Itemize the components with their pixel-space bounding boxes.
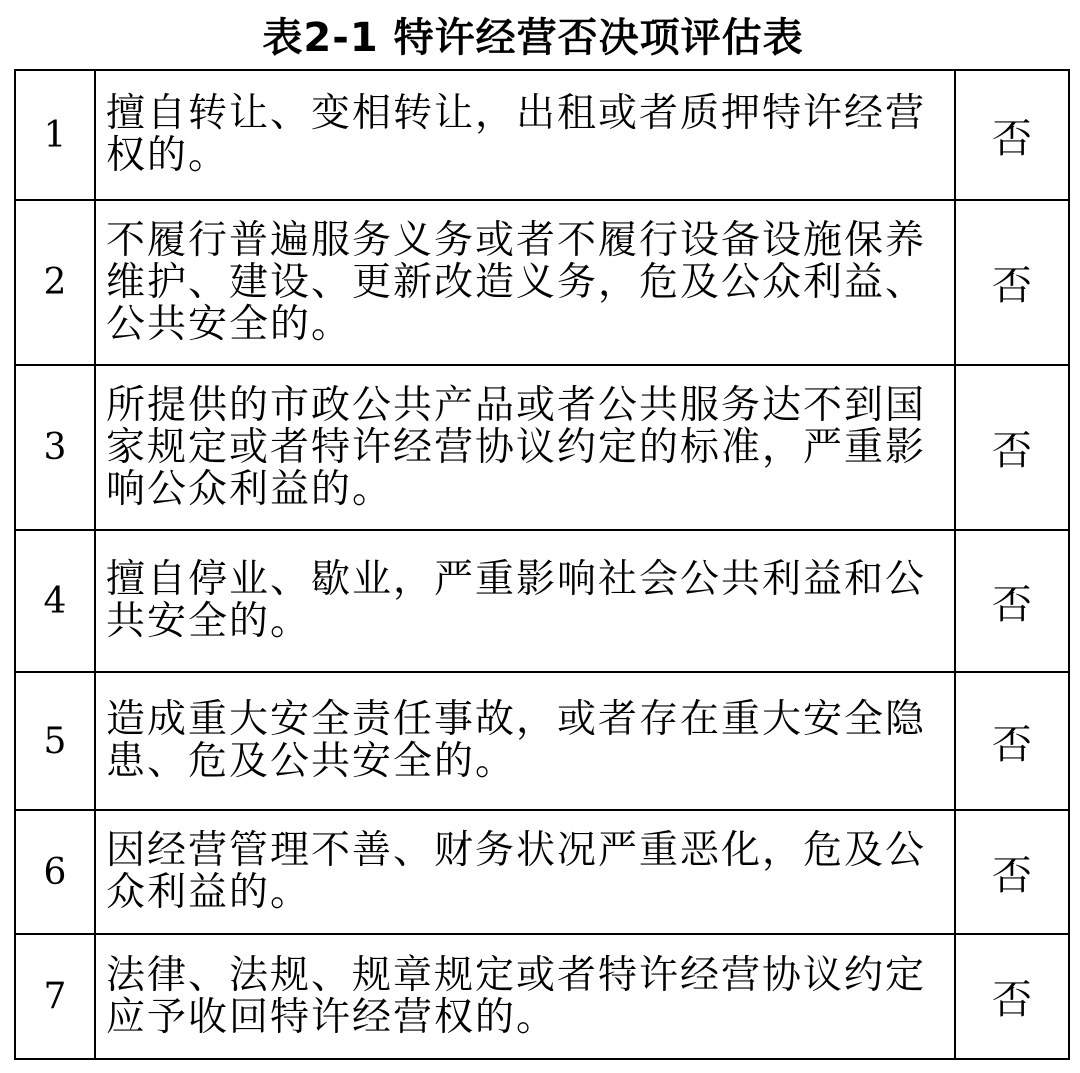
item-description: 所提供的市政公共产品或者公共服务达不到国家规定或者特许经营协议约定的标准，严重影响公众利益的。 bbox=[95, 365, 955, 530]
item-number: 3 bbox=[15, 365, 95, 530]
veto-items-table bbox=[14, 69, 1070, 1060]
item-description: 擅自停业、歇业，严重影响社会公共利益和公共安全的。 bbox=[95, 530, 955, 672]
table-row bbox=[15, 672, 1069, 810]
item-number: 7 bbox=[15, 934, 95, 1059]
table-row bbox=[15, 530, 1069, 672]
table-row bbox=[15, 200, 1069, 365]
item-result: 否 bbox=[955, 530, 1069, 672]
item-number: 4 bbox=[15, 530, 95, 672]
table-row bbox=[15, 365, 1069, 530]
item-description: 因经营管理不善、财务状况严重恶化，危及公众利益的。 bbox=[95, 810, 955, 934]
item-number: 6 bbox=[15, 810, 95, 934]
item-result: 否 bbox=[955, 934, 1069, 1059]
item-number: 2 bbox=[15, 200, 95, 365]
item-description: 不履行普遍服务义务或者不履行设备设施保养维护、建设、更新改造义务，危及公众利益、公共安全的。 bbox=[95, 200, 955, 365]
item-description: 擅自转让、变相转让，出租或者质押特许经营权的。 bbox=[95, 70, 955, 200]
item-number: 1 bbox=[15, 70, 95, 200]
item-description: 法律、法规、规章规定或者特许经营协议约定应予收回特许经营权的。 bbox=[95, 934, 955, 1059]
item-result: 否 bbox=[955, 200, 1069, 365]
item-result: 否 bbox=[955, 810, 1069, 934]
table-row bbox=[15, 810, 1069, 934]
item-result: 否 bbox=[955, 672, 1069, 810]
item-result: 否 bbox=[955, 365, 1069, 530]
table-title: 表2-1 特许经营否决项评估表 bbox=[262, 15, 804, 61]
table-row bbox=[15, 70, 1069, 200]
item-description: 造成重大安全责任事故，或者存在重大安全隐患、危及公共安全的。 bbox=[95, 672, 955, 810]
item-result: 否 bbox=[955, 70, 1069, 200]
item-number: 5 bbox=[15, 672, 95, 810]
table-row bbox=[15, 934, 1069, 1059]
